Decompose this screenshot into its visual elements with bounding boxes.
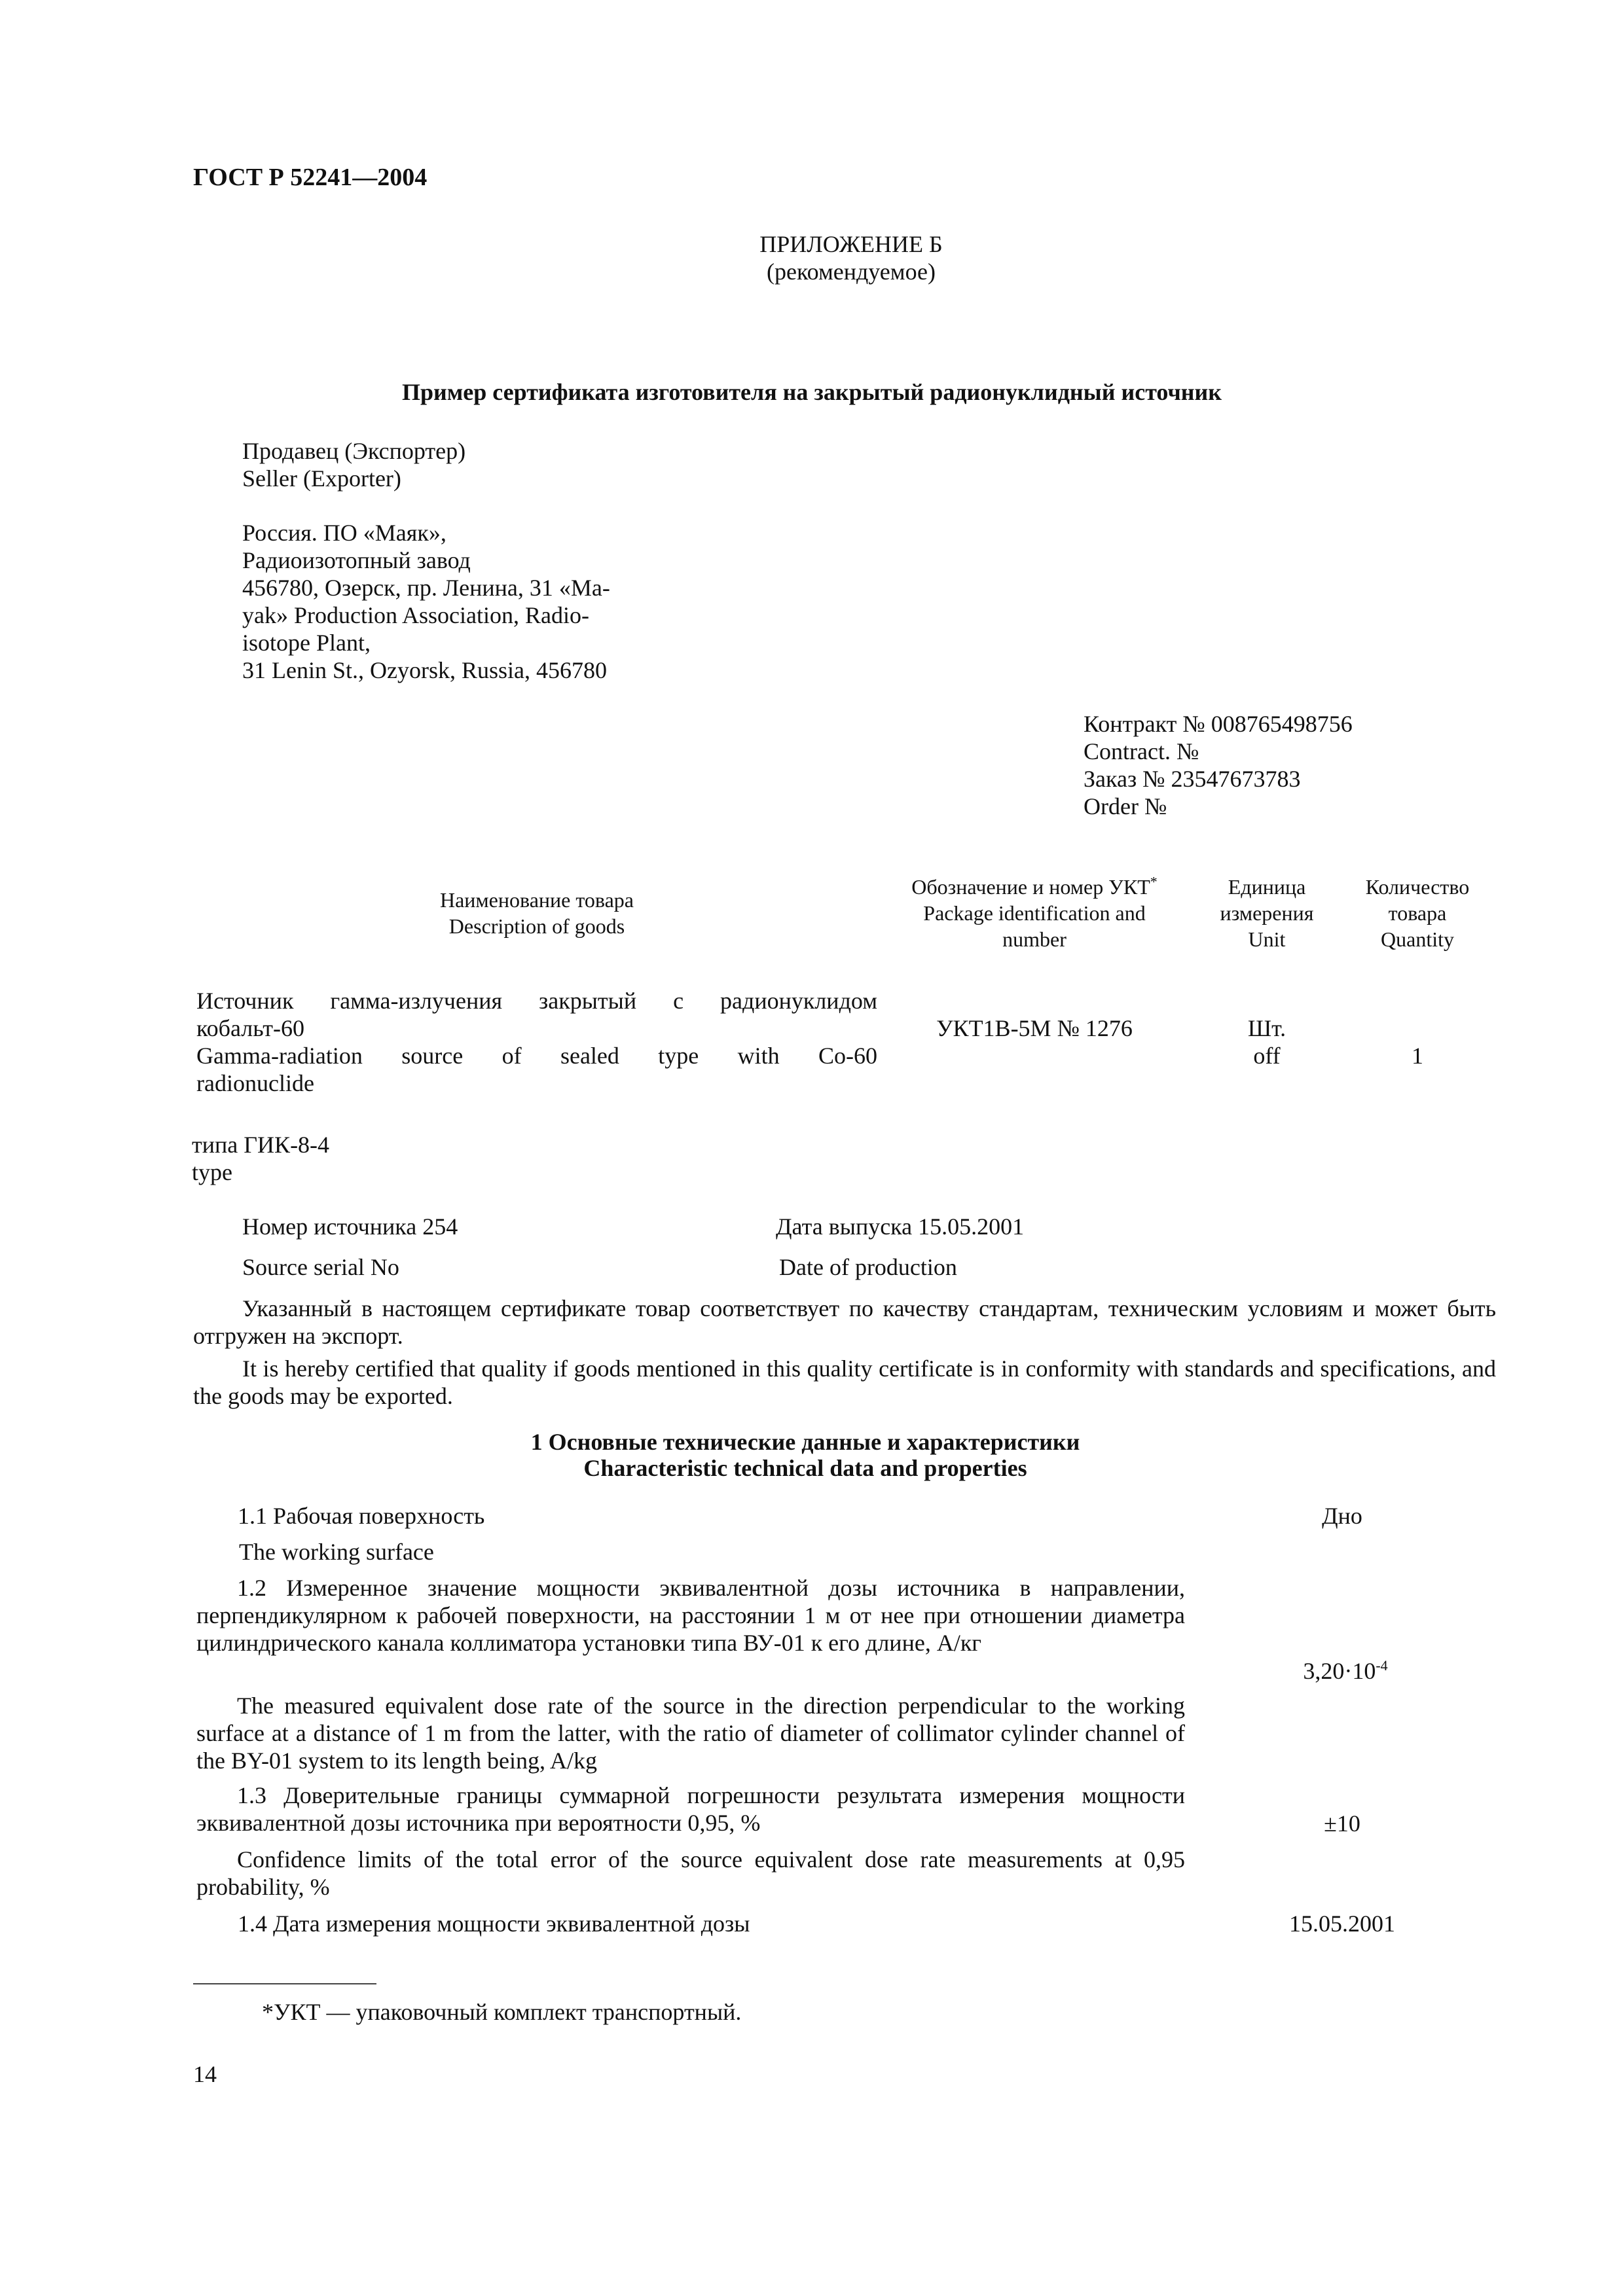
section-title-en: Characteristic technical data and properties xyxy=(583,1455,1027,1481)
section-title-ru: 1 Основные технические данные и характеристики xyxy=(530,1429,1080,1455)
certification-ru: Указанный в настоящем сертификате товар соответствует по качеству стандартам, техническим условиям и может быть отгружен на экспорт. xyxy=(193,1295,1496,1349)
contract-ru: Контракт № 008765498756 xyxy=(1084,711,1353,737)
goods-quantity: 1 xyxy=(1412,1043,1423,1069)
order-ru: Заказ № 23547673783 xyxy=(1084,766,1301,792)
seller-label-ru: Продавец (Экспортер) xyxy=(242,438,466,464)
item-1-2-en: The measured equivalent dose rate of the source in the direction perpendicular to the working surface at a distance of 1 m from the latter, with the ratio of diameter of collimator cylinder channel of the BY-01 system to its length being, A/kg xyxy=(196,1693,1185,1774)
item-1-3-ru: 1.3 Доверительные границы суммарной погрешности результата измерения мощности эквивалентной дозы источника при вероятности 0,95, % xyxy=(196,1782,1185,1836)
contract-en: Contract. № xyxy=(1084,738,1199,764)
source-serial-en: Source serial No xyxy=(242,1254,399,1280)
header-description: Наименование товара Description of goods xyxy=(439,888,634,938)
appendix-title: ПРИЛОЖЕНИЕ Б xyxy=(759,231,943,257)
contract-block xyxy=(1084,710,1353,820)
seller-label-en: Seller (Exporter) xyxy=(242,465,401,492)
item-1-1-ru: 1.1 Рабочая поверхность xyxy=(238,1503,485,1529)
source-type: типа ГИК-8-4 type xyxy=(192,1132,330,1185)
production-date-en: Date of production xyxy=(779,1254,957,1280)
address-line: yak» Production Association, Radio- xyxy=(242,602,589,628)
source-serial-ru: Номер источника 254 xyxy=(242,1213,458,1240)
item-1-2-value: $3,20\cdot 10^{-4}$ xyxy=(1303,1657,1388,1684)
goods-description: Источник гамма-излучения закрытый с радионуклидом кобальт-60 Gamma-radiation source of sealed type with Co-60 radionuclide xyxy=(196,988,877,1096)
header-quantity: Количество товара Quantity xyxy=(1365,875,1470,951)
seller-address xyxy=(242,519,674,684)
footnote: *УКТ — упаковочный комплект транспортный. xyxy=(262,1999,742,2025)
header-package: Обозначение и номер УКТ* Package identification and number xyxy=(911,873,1158,951)
item-1-3-en: Confidence limits of the total error of the source equivalent dose rate measurements at 0,95 probability, % xyxy=(196,1846,1185,1900)
item-1-4-ru: 1.4 Дата измерения мощности эквивалентной дозы xyxy=(238,1910,750,1937)
address-line: isotope Plant, xyxy=(242,630,371,656)
appendix-subtitle: (рекомендуемое) xyxy=(767,259,936,285)
address-line: 456780, Озерск, пр. Ленина, 31 «Ma- xyxy=(242,575,610,601)
header-unit: Единица измерения Unit xyxy=(1220,875,1314,951)
address-line: Радиоизотопный завод xyxy=(242,547,471,573)
footnote-mark: * xyxy=(1150,873,1158,890)
page-number: 14 xyxy=(193,2061,217,2087)
production-date-ru: Дата выпуска 15.05.2001 xyxy=(776,1213,1025,1240)
item-1-3-value: ±10 xyxy=(1324,1810,1360,1837)
address-line: 31 Lenin St., Ozyorsk, Russia, 456780 xyxy=(242,657,607,683)
document-code: ГОСТ Р 52241—2004 xyxy=(193,164,428,191)
goods-unit: Шт. off xyxy=(1247,1015,1286,1069)
footnote-divider xyxy=(193,1983,376,1984)
order-en: Order № xyxy=(1084,793,1167,819)
goods-package-id: УКТ1В-5М № 1276 xyxy=(936,1015,1133,1041)
item-1-2-ru: 1.2 Измеренное значение мощности эквивалентной дозы источника в направлении, перпендикулярном к рабочей поверхности, на расстоянии 1 м от нее при отношении диаметра цилиндрического канала коллиматора установки типа ВУ-01 к его длине, А/кг xyxy=(196,1575,1185,1656)
address-line: Россия. ПО «Маяк», xyxy=(242,520,447,546)
item-1-1-value: Дно xyxy=(1322,1503,1362,1529)
certificate-heading: Пример сертификата изготовителя на закрытый радионуклидный источник xyxy=(401,379,1222,405)
certification-en: It is hereby certified that quality if goods mentioned in this quality certificate is in conformity with standards and specifications, and the goods may be exported. xyxy=(193,1355,1496,1409)
item-1-1-en: The working surface xyxy=(239,1539,434,1565)
item-1-4-value: 15.05.2001 xyxy=(1289,1910,1395,1937)
